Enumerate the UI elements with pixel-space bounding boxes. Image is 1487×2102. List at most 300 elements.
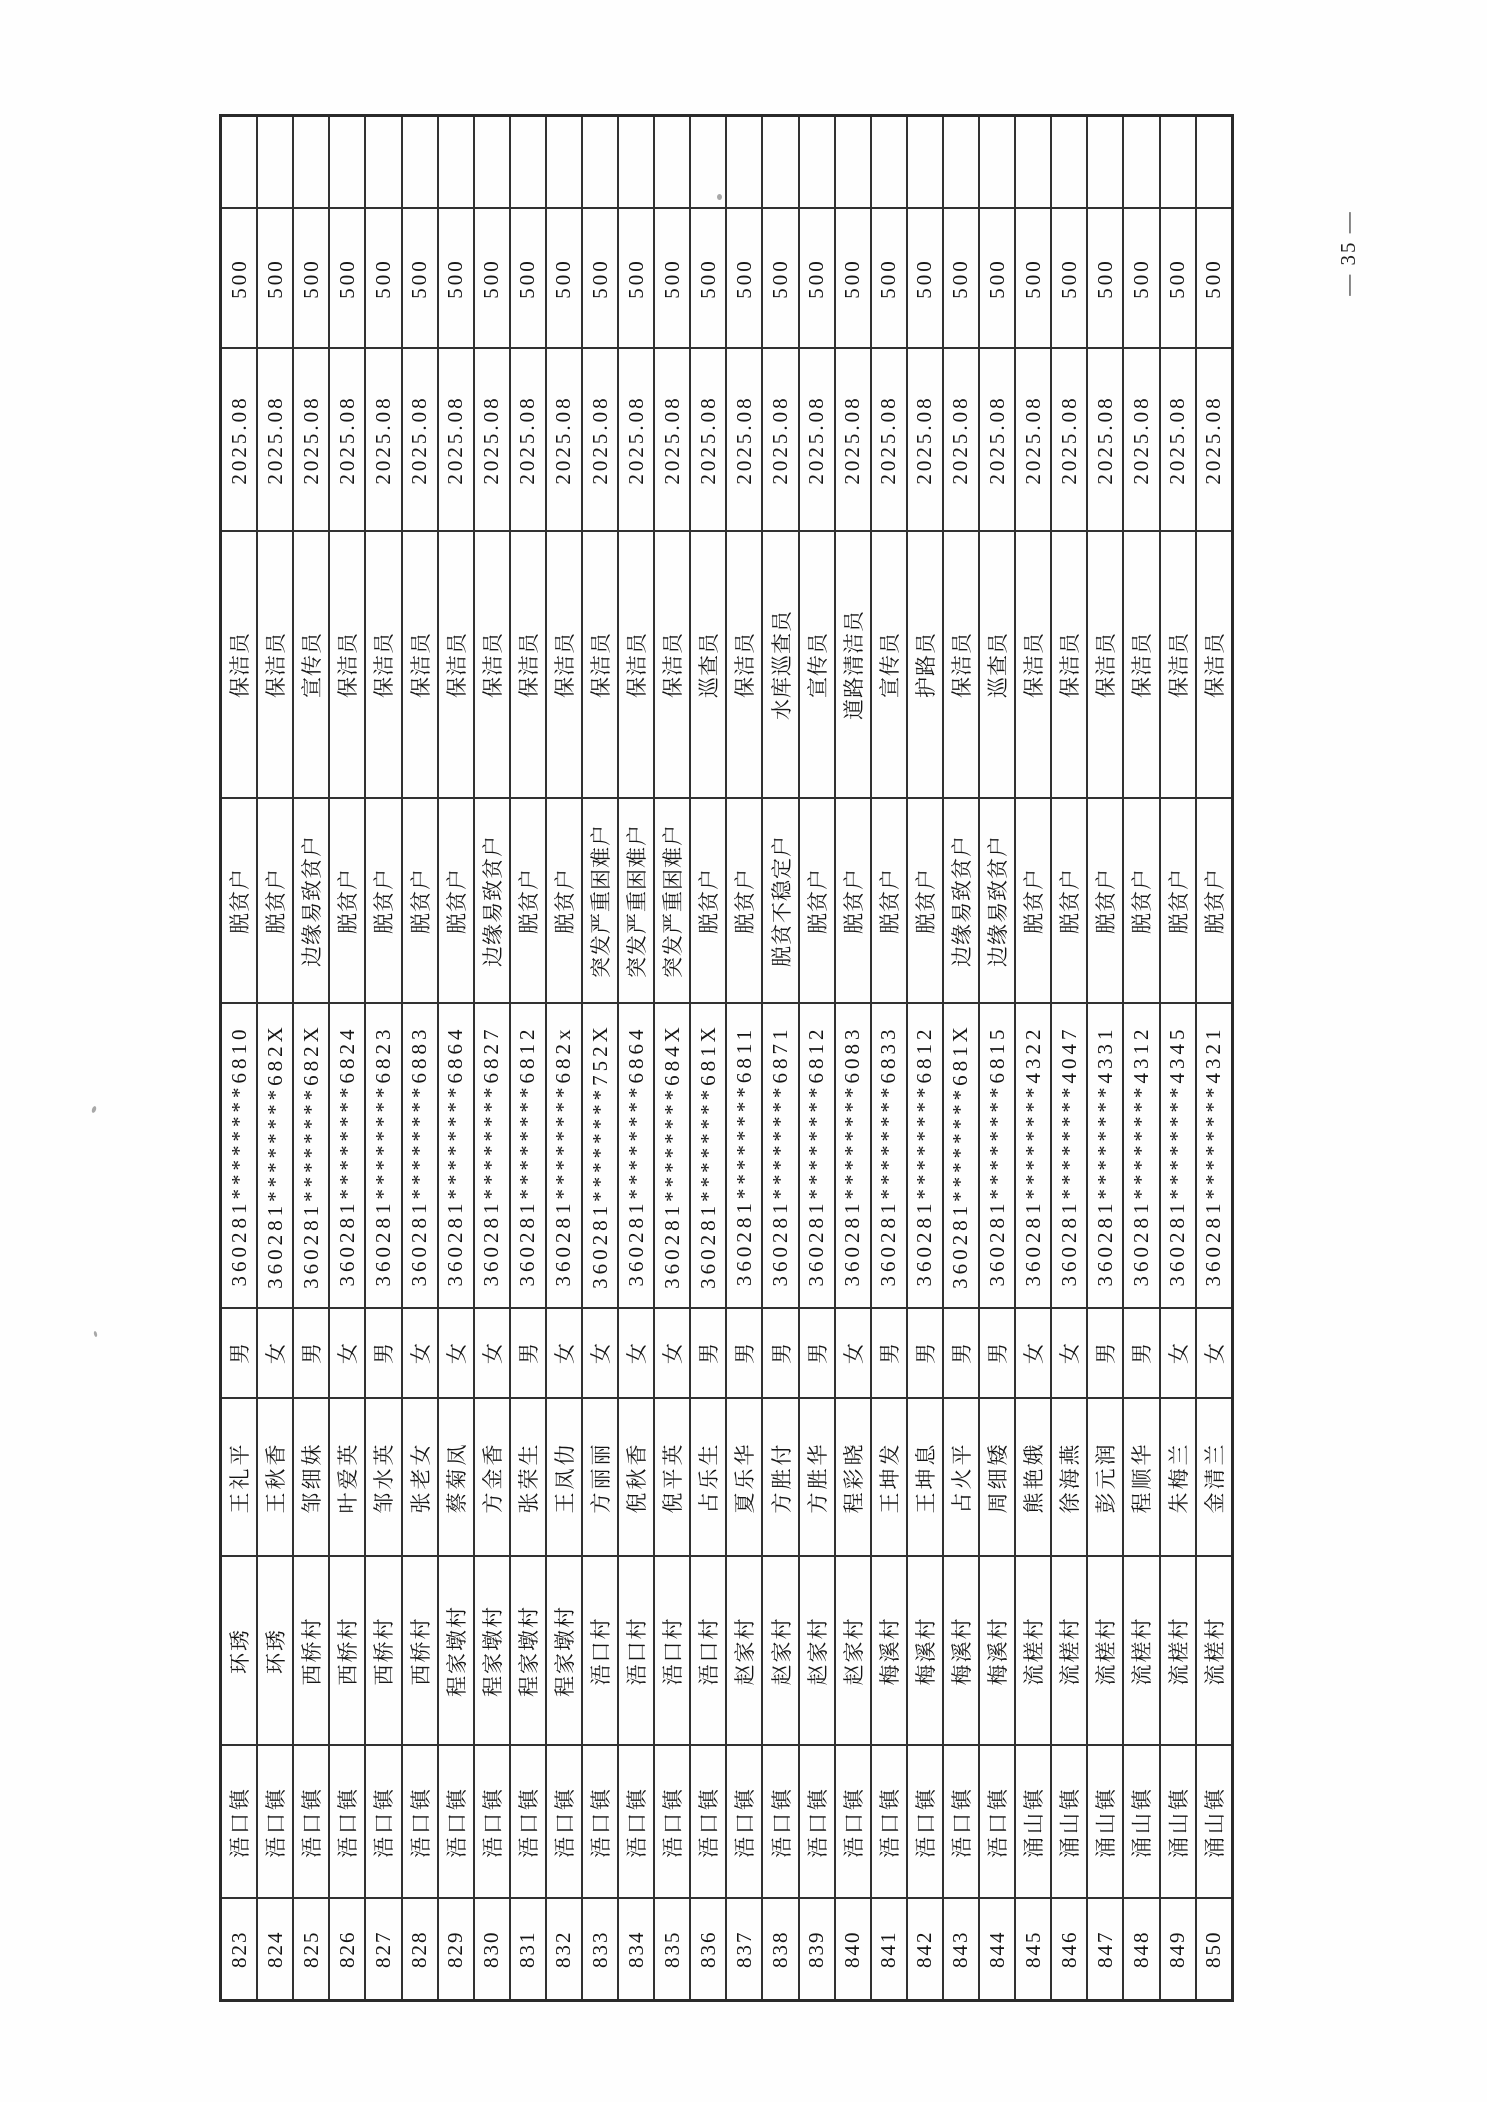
cell-note bbox=[835, 116, 871, 209]
table-row bbox=[1196, 116, 1233, 2001]
cell-gender: 女 bbox=[654, 1309, 690, 1399]
cell-seq: 827 bbox=[365, 1899, 401, 2001]
scan-artifact bbox=[93, 1331, 97, 1338]
cell-town: 浯口镇 bbox=[257, 1746, 293, 1899]
cell-id-number: 360281********6812 bbox=[907, 1004, 943, 1309]
cell-month: 2025.08 bbox=[618, 349, 654, 532]
table-row bbox=[221, 116, 258, 2001]
cell-amount: 500 bbox=[799, 209, 835, 349]
cell-post: 保洁员 bbox=[1123, 532, 1159, 799]
cell-amount: 500 bbox=[1123, 209, 1159, 349]
cell-village: 西桥村 bbox=[365, 1557, 401, 1746]
cell-gender: 男 bbox=[510, 1309, 546, 1399]
cell-name: 张荣生 bbox=[510, 1399, 546, 1557]
cell-month: 2025.08 bbox=[726, 349, 762, 532]
cell-name: 彭元润 bbox=[1087, 1399, 1123, 1557]
cell-name: 邹水英 bbox=[365, 1399, 401, 1557]
cell-note bbox=[907, 116, 943, 209]
cell-amount: 500 bbox=[690, 209, 726, 349]
cell-village: 浯口村 bbox=[654, 1557, 690, 1746]
cell-village: 赵家村 bbox=[726, 1557, 762, 1746]
cell-note bbox=[1087, 116, 1123, 209]
cell-village: 程家墩村 bbox=[546, 1557, 582, 1746]
cell-note bbox=[510, 116, 546, 209]
table-row bbox=[1015, 116, 1051, 2001]
cell-name: 占火平 bbox=[943, 1399, 979, 1557]
table-row bbox=[293, 116, 329, 2001]
cell-seq: 850 bbox=[1196, 1899, 1233, 2001]
cell-seq: 840 bbox=[835, 1899, 871, 2001]
cell-month: 2025.08 bbox=[293, 349, 329, 532]
cell-month: 2025.08 bbox=[257, 349, 293, 532]
cell-village: 赵家村 bbox=[762, 1557, 798, 1746]
cell-village: 梅溪村 bbox=[979, 1557, 1015, 1746]
cell-village: 浯口村 bbox=[582, 1557, 618, 1746]
cell-gender: 女 bbox=[582, 1309, 618, 1399]
cell-gender: 男 bbox=[871, 1309, 907, 1399]
cell-gender: 男 bbox=[690, 1309, 726, 1399]
cell-gender: 女 bbox=[474, 1309, 510, 1399]
cell-id-number: 360281********681X bbox=[690, 1004, 726, 1309]
cell-name: 倪平英 bbox=[654, 1399, 690, 1557]
cell-gender: 女 bbox=[618, 1309, 654, 1399]
cell-amount: 500 bbox=[402, 209, 438, 349]
cell-seq: 833 bbox=[582, 1899, 618, 2001]
cell-category: 脱贫不稳定户 bbox=[762, 799, 798, 1004]
cell-category: 脱贫户 bbox=[1051, 799, 1087, 1004]
table-row bbox=[618, 116, 654, 2001]
cell-note bbox=[329, 116, 365, 209]
cell-note bbox=[618, 116, 654, 209]
cell-category: 脱贫户 bbox=[438, 799, 474, 1004]
table-row bbox=[690, 116, 726, 2001]
cell-name: 方丽丽 bbox=[582, 1399, 618, 1557]
cell-amount: 500 bbox=[1160, 209, 1196, 349]
cell-town: 浯口镇 bbox=[365, 1746, 401, 1899]
cell-town: 浯口镇 bbox=[871, 1746, 907, 1899]
cell-name: 徐海燕 bbox=[1051, 1399, 1087, 1557]
cell-name: 方金香 bbox=[474, 1399, 510, 1557]
cell-amount: 500 bbox=[979, 209, 1015, 349]
cell-amount: 500 bbox=[1196, 209, 1233, 349]
cell-id-number: 360281********682x bbox=[546, 1004, 582, 1309]
cell-town: 浯口镇 bbox=[690, 1746, 726, 1899]
cell-post: 宣传员 bbox=[871, 532, 907, 799]
table-row bbox=[726, 116, 762, 2001]
cell-seq: 829 bbox=[438, 1899, 474, 2001]
table-row bbox=[979, 116, 1015, 2001]
cell-village: 流槎村 bbox=[1160, 1557, 1196, 1746]
cell-name: 金清兰 bbox=[1196, 1399, 1233, 1557]
cell-month: 2025.08 bbox=[943, 349, 979, 532]
cell-gender: 女 bbox=[835, 1309, 871, 1399]
cell-gender: 女 bbox=[546, 1309, 582, 1399]
cell-post: 护路员 bbox=[907, 532, 943, 799]
table-row bbox=[582, 116, 618, 2001]
cell-seq: 847 bbox=[1087, 1899, 1123, 2001]
cell-id-number: 360281********6811 bbox=[726, 1004, 762, 1309]
table-row bbox=[1123, 116, 1159, 2001]
cell-name: 程彩晓 bbox=[835, 1399, 871, 1557]
cell-note bbox=[257, 116, 293, 209]
cell-gender: 女 bbox=[329, 1309, 365, 1399]
cell-amount: 500 bbox=[1087, 209, 1123, 349]
cell-town: 浯口镇 bbox=[329, 1746, 365, 1899]
table-row bbox=[799, 116, 835, 2001]
cell-name: 王坤息 bbox=[907, 1399, 943, 1557]
cell-amount: 500 bbox=[329, 209, 365, 349]
cell-amount: 500 bbox=[943, 209, 979, 349]
cell-amount: 500 bbox=[907, 209, 943, 349]
cell-town: 浯口镇 bbox=[907, 1746, 943, 1899]
cell-month: 2025.08 bbox=[1087, 349, 1123, 532]
cell-id-number: 360281********6083 bbox=[835, 1004, 871, 1309]
cell-note bbox=[546, 116, 582, 209]
cell-seq: 849 bbox=[1160, 1899, 1196, 2001]
cell-town: 浯口镇 bbox=[402, 1746, 438, 1899]
cell-category: 脱贫户 bbox=[690, 799, 726, 1004]
cell-note bbox=[365, 116, 401, 209]
cell-gender: 女 bbox=[1051, 1309, 1087, 1399]
cell-id-number: 360281********6810 bbox=[221, 1004, 258, 1309]
cell-post: 保洁员 bbox=[1051, 532, 1087, 799]
cell-gender: 男 bbox=[943, 1309, 979, 1399]
cell-month: 2025.08 bbox=[799, 349, 835, 532]
cell-id-number: 360281********4312 bbox=[1123, 1004, 1159, 1309]
table-row bbox=[1087, 116, 1123, 2001]
cell-month: 2025.08 bbox=[690, 349, 726, 532]
cell-month: 2025.08 bbox=[762, 349, 798, 532]
cell-category: 脱贫户 bbox=[871, 799, 907, 1004]
cell-note bbox=[402, 116, 438, 209]
cell-category: 脱贫户 bbox=[221, 799, 258, 1004]
cell-post: 保洁员 bbox=[365, 532, 401, 799]
cell-seq: 823 bbox=[221, 1899, 258, 2001]
cell-category: 脱贫户 bbox=[1196, 799, 1233, 1004]
table-row bbox=[871, 116, 907, 2001]
cell-village: 梅溪村 bbox=[907, 1557, 943, 1746]
cell-seq: 824 bbox=[257, 1899, 293, 2001]
cell-id-number: 360281********6815 bbox=[979, 1004, 1015, 1309]
cell-village: 流槎村 bbox=[1087, 1557, 1123, 1746]
table-row bbox=[257, 116, 293, 2001]
cell-category: 脱贫户 bbox=[835, 799, 871, 1004]
cell-seq: 839 bbox=[799, 1899, 835, 2001]
cell-id-number: 360281********6812 bbox=[799, 1004, 835, 1309]
cell-id-number: 360281********4345 bbox=[1160, 1004, 1196, 1309]
cell-seq: 846 bbox=[1051, 1899, 1087, 2001]
table-row bbox=[365, 116, 401, 2001]
rotated-table-region bbox=[219, 117, 1234, 2002]
cell-category: 边缘易致贫户 bbox=[474, 799, 510, 1004]
cell-name: 叶爱英 bbox=[329, 1399, 365, 1557]
page-number bbox=[1328, 183, 1368, 323]
cell-note bbox=[871, 116, 907, 209]
cell-gender: 男 bbox=[726, 1309, 762, 1399]
cell-amount: 500 bbox=[221, 209, 258, 349]
cell-amount: 500 bbox=[871, 209, 907, 349]
cell-id-number: 360281********6833 bbox=[871, 1004, 907, 1309]
cell-village: 赵家村 bbox=[799, 1557, 835, 1746]
table-row bbox=[438, 116, 474, 2001]
cell-village: 西桥村 bbox=[329, 1557, 365, 1746]
cell-note bbox=[221, 116, 258, 209]
table-row bbox=[762, 116, 798, 2001]
cell-amount: 500 bbox=[762, 209, 798, 349]
cell-post: 保洁员 bbox=[402, 532, 438, 799]
cell-name: 夏乐华 bbox=[726, 1399, 762, 1557]
scan-artifact bbox=[717, 194, 722, 200]
cell-month: 2025.08 bbox=[871, 349, 907, 532]
cell-amount: 500 bbox=[293, 209, 329, 349]
cell-town: 浯口镇 bbox=[726, 1746, 762, 1899]
cell-town: 涌山镇 bbox=[1051, 1746, 1087, 1899]
cell-month: 2025.08 bbox=[510, 349, 546, 532]
cell-village: 流槎村 bbox=[1123, 1557, 1159, 1746]
cell-note bbox=[582, 116, 618, 209]
cell-month: 2025.08 bbox=[329, 349, 365, 532]
cell-gender: 女 bbox=[1160, 1309, 1196, 1399]
cell-month: 2025.08 bbox=[1051, 349, 1087, 532]
cell-post: 保洁员 bbox=[582, 532, 618, 799]
cell-note bbox=[1015, 116, 1051, 209]
cell-town: 浯口镇 bbox=[618, 1746, 654, 1899]
cell-post: 保洁员 bbox=[943, 532, 979, 799]
table-row bbox=[546, 116, 582, 2001]
cell-village: 浯口村 bbox=[690, 1557, 726, 1746]
cell-village: 流槎村 bbox=[1015, 1557, 1051, 1746]
cell-town: 浯口镇 bbox=[221, 1746, 258, 1899]
cell-post: 宣传员 bbox=[799, 532, 835, 799]
cell-name: 程顺华 bbox=[1123, 1399, 1159, 1557]
cell-month: 2025.08 bbox=[907, 349, 943, 532]
cell-category: 突发严重困难户 bbox=[618, 799, 654, 1004]
cell-town: 涌山镇 bbox=[1160, 1746, 1196, 1899]
cell-name: 朱梅兰 bbox=[1160, 1399, 1196, 1557]
table-row bbox=[1160, 116, 1196, 2001]
cell-town: 浯口镇 bbox=[762, 1746, 798, 1899]
cell-seq: 841 bbox=[871, 1899, 907, 2001]
cell-post: 保洁员 bbox=[1196, 532, 1233, 799]
cell-name: 邹细妹 bbox=[293, 1399, 329, 1557]
cell-town: 浯口镇 bbox=[979, 1746, 1015, 1899]
cell-category: 脱贫户 bbox=[1123, 799, 1159, 1004]
cell-category: 边缘易致贫户 bbox=[943, 799, 979, 1004]
cell-post: 保洁员 bbox=[1015, 532, 1051, 799]
cell-post: 保洁员 bbox=[438, 532, 474, 799]
cell-month: 2025.08 bbox=[365, 349, 401, 532]
cell-amount: 500 bbox=[474, 209, 510, 349]
cell-town: 浯口镇 bbox=[293, 1746, 329, 1899]
cell-note bbox=[1051, 116, 1087, 209]
cell-id-number: 360281********752X bbox=[582, 1004, 618, 1309]
cell-amount: 500 bbox=[1051, 209, 1087, 349]
cell-note bbox=[654, 116, 690, 209]
cell-gender: 男 bbox=[1087, 1309, 1123, 1399]
cell-town: 浯口镇 bbox=[799, 1746, 835, 1899]
cell-category: 脱贫户 bbox=[726, 799, 762, 1004]
cell-note bbox=[979, 116, 1015, 209]
cell-amount: 500 bbox=[546, 209, 582, 349]
cell-seq: 832 bbox=[546, 1899, 582, 2001]
cell-gender: 女 bbox=[402, 1309, 438, 1399]
cell-note bbox=[762, 116, 798, 209]
cell-town: 涌山镇 bbox=[1015, 1746, 1051, 1899]
cell-id-number: 360281********4331 bbox=[1087, 1004, 1123, 1309]
cell-seq: 836 bbox=[690, 1899, 726, 2001]
cell-post: 保洁员 bbox=[510, 532, 546, 799]
cell-name: 占乐生 bbox=[690, 1399, 726, 1557]
cell-id-number: 360281********682X bbox=[293, 1004, 329, 1309]
cell-month: 2025.08 bbox=[654, 349, 690, 532]
cell-category: 脱贫户 bbox=[546, 799, 582, 1004]
cell-name: 王礼平 bbox=[221, 1399, 258, 1557]
cell-id-number: 360281********681X bbox=[943, 1004, 979, 1309]
cell-category: 脱贫户 bbox=[257, 799, 293, 1004]
subsidy-table bbox=[219, 114, 1234, 2002]
cell-village: 浯口村 bbox=[618, 1557, 654, 1746]
cell-id-number: 360281********684X bbox=[654, 1004, 690, 1309]
cell-amount: 500 bbox=[365, 209, 401, 349]
cell-month: 2025.08 bbox=[546, 349, 582, 532]
cell-note bbox=[943, 116, 979, 209]
cell-month: 2025.08 bbox=[1015, 349, 1051, 532]
table-body bbox=[221, 116, 1233, 2001]
cell-name: 王秋香 bbox=[257, 1399, 293, 1557]
cell-post: 保洁员 bbox=[1087, 532, 1123, 799]
table-row bbox=[1051, 116, 1087, 2001]
cell-name: 张老女 bbox=[402, 1399, 438, 1557]
cell-category: 突发严重困难户 bbox=[654, 799, 690, 1004]
cell-town: 浯口镇 bbox=[582, 1746, 618, 1899]
cell-town: 浯口镇 bbox=[835, 1746, 871, 1899]
cell-gender: 男 bbox=[979, 1309, 1015, 1399]
cell-gender: 男 bbox=[293, 1309, 329, 1399]
cell-village: 程家墩村 bbox=[438, 1557, 474, 1746]
cell-name: 倪秋香 bbox=[618, 1399, 654, 1557]
cell-note bbox=[438, 116, 474, 209]
cell-seq: 826 bbox=[329, 1899, 365, 2001]
cell-village: 程家墩村 bbox=[510, 1557, 546, 1746]
table-row bbox=[907, 116, 943, 2001]
cell-name: 王坤发 bbox=[871, 1399, 907, 1557]
cell-gender: 女 bbox=[1196, 1309, 1233, 1399]
cell-id-number: 360281********6824 bbox=[329, 1004, 365, 1309]
cell-note bbox=[799, 116, 835, 209]
cell-amount: 500 bbox=[510, 209, 546, 349]
table-row bbox=[835, 116, 871, 2001]
cell-seq: 845 bbox=[1015, 1899, 1051, 2001]
cell-category: 脱贫户 bbox=[510, 799, 546, 1004]
cell-id-number: 360281********6812 bbox=[510, 1004, 546, 1309]
cell-village: 梅溪村 bbox=[871, 1557, 907, 1746]
cell-category: 突发严重困难户 bbox=[582, 799, 618, 1004]
cell-post: 保洁员 bbox=[546, 532, 582, 799]
cell-id-number: 360281********6864 bbox=[618, 1004, 654, 1309]
cell-category: 脱贫户 bbox=[402, 799, 438, 1004]
cell-gender: 男 bbox=[365, 1309, 401, 1399]
cell-post: 保洁员 bbox=[221, 532, 258, 799]
table-row bbox=[510, 116, 546, 2001]
cell-seq: 830 bbox=[474, 1899, 510, 2001]
cell-seq: 838 bbox=[762, 1899, 798, 2001]
cell-amount: 500 bbox=[654, 209, 690, 349]
cell-town: 涌山镇 bbox=[1123, 1746, 1159, 1899]
cell-post: 保洁员 bbox=[654, 532, 690, 799]
cell-note bbox=[1160, 116, 1196, 209]
cell-post: 保洁员 bbox=[474, 532, 510, 799]
cell-id-number: 360281********6871 bbox=[762, 1004, 798, 1309]
cell-id-number: 360281********6864 bbox=[438, 1004, 474, 1309]
cell-village: 环琇 bbox=[257, 1557, 293, 1746]
cell-month: 2025.08 bbox=[221, 349, 258, 532]
cell-gender: 男 bbox=[221, 1309, 258, 1399]
cell-town: 涌山镇 bbox=[1087, 1746, 1123, 1899]
cell-id-number: 360281********4047 bbox=[1051, 1004, 1087, 1309]
cell-id-number: 360281********4321 bbox=[1196, 1004, 1233, 1309]
cell-month: 2025.08 bbox=[1160, 349, 1196, 532]
cell-note bbox=[474, 116, 510, 209]
cell-note bbox=[726, 116, 762, 209]
cell-month: 2025.08 bbox=[582, 349, 618, 532]
cell-amount: 500 bbox=[835, 209, 871, 349]
cell-seq: 828 bbox=[402, 1899, 438, 2001]
cell-id-number: 360281********6823 bbox=[365, 1004, 401, 1309]
cell-post: 水库巡查员 bbox=[762, 532, 798, 799]
cell-village: 西桥村 bbox=[402, 1557, 438, 1746]
cell-amount: 500 bbox=[618, 209, 654, 349]
cell-category: 脱贫户 bbox=[1160, 799, 1196, 1004]
cell-month: 2025.08 bbox=[438, 349, 474, 532]
cell-village: 流槎村 bbox=[1196, 1557, 1233, 1746]
cell-category: 边缘易致贫户 bbox=[293, 799, 329, 1004]
scan-artifact bbox=[91, 1106, 97, 1114]
cell-name: 方胜华 bbox=[799, 1399, 835, 1557]
cell-village: 流槎村 bbox=[1051, 1557, 1087, 1746]
cell-id-number: 360281********4322 bbox=[1015, 1004, 1051, 1309]
cell-month: 2025.08 bbox=[1123, 349, 1159, 532]
cell-amount: 500 bbox=[438, 209, 474, 349]
cell-category: 脱贫户 bbox=[1015, 799, 1051, 1004]
cell-town: 涌山镇 bbox=[1196, 1746, 1233, 1899]
cell-gender: 男 bbox=[907, 1309, 943, 1399]
table-row bbox=[474, 116, 510, 2001]
cell-month: 2025.08 bbox=[1196, 349, 1233, 532]
cell-month: 2025.08 bbox=[835, 349, 871, 532]
cell-id-number: 360281********6827 bbox=[474, 1004, 510, 1309]
cell-name: 蔡菊凤 bbox=[438, 1399, 474, 1557]
cell-seq: 843 bbox=[943, 1899, 979, 2001]
cell-town: 浯口镇 bbox=[546, 1746, 582, 1899]
cell-seq: 831 bbox=[510, 1899, 546, 2001]
cell-amount: 500 bbox=[257, 209, 293, 349]
cell-name: 熊艳娥 bbox=[1015, 1399, 1051, 1557]
cell-amount: 500 bbox=[726, 209, 762, 349]
cell-category: 脱贫户 bbox=[799, 799, 835, 1004]
page-number-label: — 35 — bbox=[1336, 210, 1360, 296]
cell-amount: 500 bbox=[582, 209, 618, 349]
cell-village: 赵家村 bbox=[835, 1557, 871, 1746]
cell-category: 脱贫户 bbox=[1087, 799, 1123, 1004]
cell-village: 环琇 bbox=[221, 1557, 258, 1746]
cell-id-number: 360281********682X bbox=[257, 1004, 293, 1309]
cell-town: 浯口镇 bbox=[943, 1746, 979, 1899]
table-row bbox=[402, 116, 438, 2001]
cell-post: 保洁员 bbox=[726, 532, 762, 799]
cell-category: 边缘易致贫户 bbox=[979, 799, 1015, 1004]
cell-village: 程家墩村 bbox=[474, 1557, 510, 1746]
table-row bbox=[943, 116, 979, 2001]
